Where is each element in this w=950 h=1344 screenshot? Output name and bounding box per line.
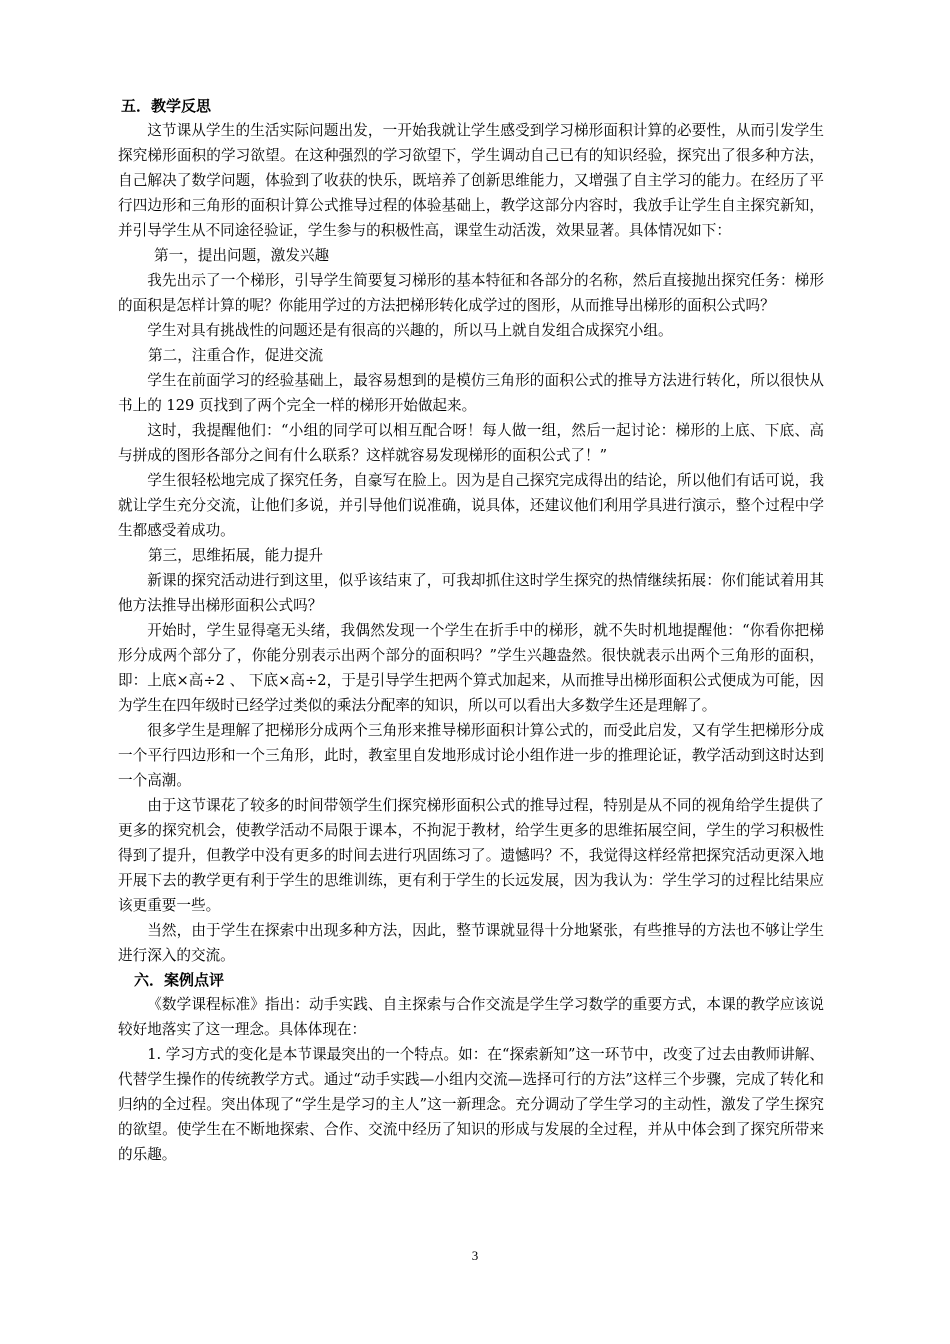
paragraph-first-a: 我先出示了一个梯形，引导学生简要复习梯形的基本特征和各部分的名称，然后直接抛出探究任务：梯形的面积是怎样计算的呢？你能用学过的方法把梯形转化成学过的图形，从而推导出梯形的面积公式吗？	[118, 272, 824, 314]
paragraph-third-a: 新课的探究活动进行到这里，似乎该结束了，可我却抓住这时学生探究的热情继续拓展：你们能试着用其他方法推导出梯形面积公式吗？	[118, 572, 824, 614]
paragraph-third-c: 很多学生是理解了把梯形分成两个三角形来推导梯形面积计算公式的，而受此启发，又有学生把梯形分成一个平行四边形和一个三角形，此时，教室里自发地形成讨论小组作进一步的推理论证，教学活动到这时达到一个高潮。	[118, 722, 824, 789]
subheading-first: 第一，提出问题，激发兴趣	[154, 247, 330, 264]
document-page	[118, 94, 824, 1167]
subheading-third: 第三，思维拓展，能力提升	[148, 547, 324, 564]
paragraph-first-b: 学生对具有挑战性的问题还是有很高的兴趣的，所以马上就自发组合成探究小组。	[147, 322, 673, 339]
paragraph-review-b: 1. 学习方式的变化是本节课最突出的一个特点。如：在“探索新知”这一环节中，改变了过去由教师讲解、代替学生操作的传统教学方式。通过“动手实践—小组内交流—选择可行的方法”这样三个步骤，完成了转化和归纳的全过程。突出体现了“学生是学习的主人”这一新理念。充分调动了学生学习的主动性，激发了学生探究的欲望。使学生在不断地探索、合作、交流中经历了知识的形成与发展的全过程，并从中体会到了探究所带来的乐趣。	[118, 1046, 824, 1163]
section-heading-teaching-reflection: 五．教学反思	[121, 97, 212, 115]
paragraph-review-a: 《数学课程标准》指出：动手实践、自主探索与合作交流是学生学习数学的重要方式，本课的教学应该说较好地落实了这一理念。具体体现在：	[118, 996, 824, 1038]
paragraph-reflection-intro: 这节课从学生的生活实际问题出发，一开始我就让学生感受到学习梯形面积计算的必要性，从而引发学生探究梯形面积的学习欲望。在这种强烈的学习欲望下，学生调动自己已有的知识经验，探究出了很多种方法，自己解决了数学问题，体验到了收获的快乐，既培养了创新思维能力，又增强了自主学习的能力。在经历了平行四边形和三角形的面积计算公式推导过程的体验基础上，教学这部分内容时，我放手让学生自主探究新知，并引导学生从不同途径验证，学生参与的积极性高，课堂生动活泼，效果显著。具体情况如下：	[118, 122, 824, 239]
paragraph-second-b: 这时，我提醒他们：“小组的同学可以相互配合呀！每人做一组，然后一起讨论：梯形的上底、下底、高与拼成的图形各部分之间有什么联系？这样就容易发现梯形的面积公式了！”	[118, 422, 824, 464]
paragraph-third-b: 开始时，学生显得毫无头绪，我偶然发现一个学生在折手中的梯形，就不失时机地提醒他：“你看你把梯形分成两个部分了，你能分别表示出两个部分的面积吗？”学生兴趣盎然。很快就表示出两个三角形的面积，即：上底×高÷2 、 下底×高÷2，于是引导学生把两个算式加起来，从而推导出梯形面积公式便成为可能，因为学生在四年级时已经学过类似的乘法分配率的知识，所以可以看出大多数学生还是理解了。	[118, 622, 824, 714]
subheading-second: 第二，注重合作，促进交流	[148, 347, 324, 364]
paragraph-second-c: 学生很轻松地完成了探究任务，自豪写在脸上。因为是自己探究完成得出的结论，所以他们有话可说，我就让学生充分交流，让他们多说，并引导他们说准确，说具体，还建议他们利用学具进行演示，整个过程中学生都感受着成功。	[118, 472, 824, 539]
section-heading-case-review: 六．案例点评	[134, 971, 225, 989]
paragraph-second-a: 学生在前面学习的经验基础上，最容易想到的是模仿三角形的面积公式的推导方法进行转化，所以很快从书上的 129 页找到了两个完全一样的梯形开始做起来。	[118, 372, 824, 414]
paragraph-third-d: 由于这节课花了较多的时间带领学生们探究梯形面积公式的推导过程，特别是从不同的视角给学生提供了更多的探究机会，使教学活动不局限于课本，不拘泥于教材，给学生更多的思维拓展空间，学生的学习积极性得到了提升，但教学中没有更多的时间去进行巩固练习了。遗憾吗？不，我觉得这样经常把探究活动更深入地开展下去的教学更有利于学生的思维训练，更有利于学生的长远发展，因为我认为：学生学习的过程比结果应该更重要一些。	[118, 797, 824, 914]
page-number: 3	[471, 1248, 479, 1263]
paragraph-third-e: 当然，由于学生在探索中出现多种方法，因此，整节课就显得十分地紧张，有些推导的方法也不够让学生进行深入的交流。	[118, 922, 824, 964]
